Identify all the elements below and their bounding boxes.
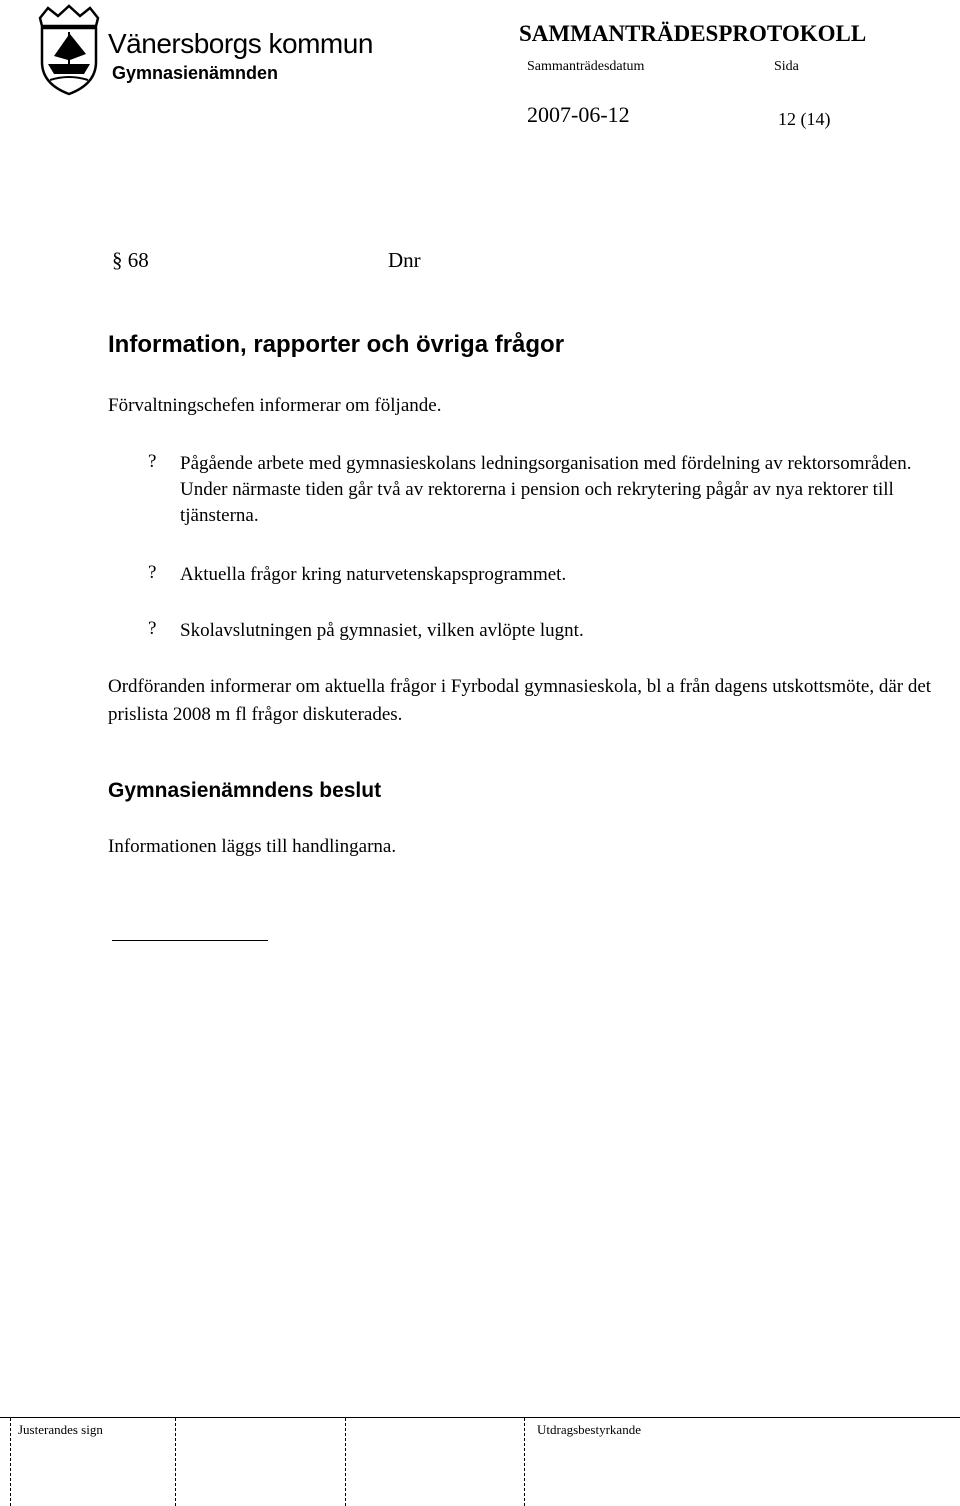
bullet-item: Skolavslutningen på gymnasiet, vilken avlöpte lugnt. [180,620,584,641]
bullet-marker: ? [148,451,157,472]
section-end-rule [112,940,268,941]
footer-divider [0,1417,960,1418]
intro-text: Förvaltningschefen informerar om följande. [108,395,442,416]
chair-information-paragraph: Ordföranden informerar om aktuella frågor i Fyrbodal gymnasieskola, bl a från dagens utskottsmöte, där det prislista 2008 m fl frågor diskuterades. [108,676,932,725]
signature-box-divider [524,1418,525,1506]
organization-name: Vänersborgs kommun [108,28,373,59]
dnr-label: Dnr [388,248,421,272]
paragraph-number: § 68 [112,248,149,272]
bullet-item: Pågående arbete med gymnasieskolans ledningsorganisation med fördelning av rektorsområden. Under närmaste tiden går två av rektorerna i pension och rekrytering pågår av nya rektorer till tjänsterna. [180,453,912,526]
page-number: 12 (14) [778,109,831,129]
signature-box-divider [175,1418,176,1506]
section-heading: Information, rapporter och övriga frågor [108,331,565,358]
bullet-marker: ? [148,562,157,583]
signature-box-divider [10,1418,11,1506]
decision-heading: Gymnasienämndens beslut [108,779,382,802]
decision-text: Informationen läggs till handlingarna. [108,836,397,857]
meeting-date-label: Sammanträdesdatum [527,59,645,74]
signature-box-divider [345,1418,346,1506]
bullet-item: Aktuella frågor kring naturvetenskapsprogrammet. [180,564,567,585]
signature-label: Justerandes sign [18,1422,103,1437]
document-type-title: SAMMANTRÄDESPROTOKOLL [519,21,867,46]
meeting-date: 2007-06-12 [527,102,630,127]
bullet-marker: ? [148,618,157,639]
municipality-coat-of-arms-logo [36,4,102,96]
page-label: Sida [774,59,799,74]
department-name: Gymnasienämnden [112,63,279,83]
extract-certification-label: Utdragsbestyrkande [537,1422,641,1437]
